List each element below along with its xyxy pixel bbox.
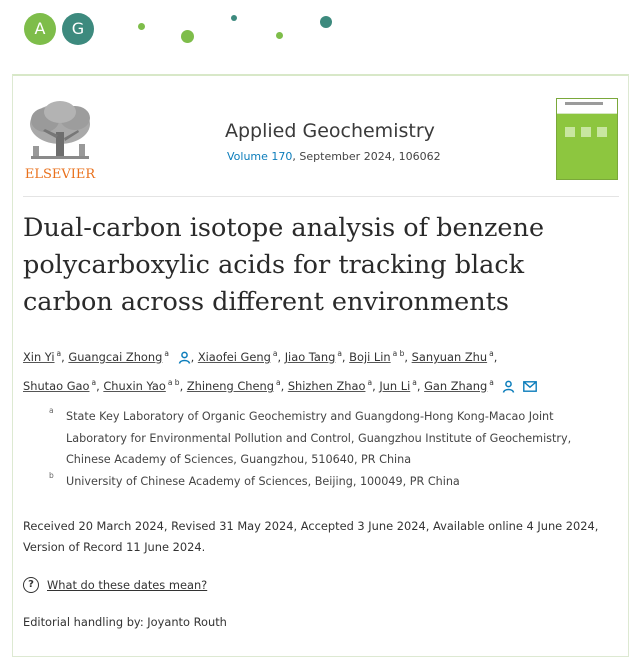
mail-icon[interactable]	[523, 381, 537, 392]
author-affiliation-sup[interactable]: a	[489, 349, 494, 358]
journal-cover-thumbnail[interactable]	[556, 98, 618, 180]
cover-title-band	[557, 99, 617, 114]
cover-art-icon	[557, 113, 617, 179]
editorial-handling: Editorial handling by: Joyanto Routh	[23, 615, 227, 629]
affiliation-a	[49, 406, 606, 471]
author-link[interactable]: Gan Zhang	[424, 378, 488, 393]
author-affiliation-sup[interactable]: a	[164, 349, 169, 358]
author-affiliation-sup[interactable]: a	[91, 377, 97, 387]
author-affiliation-sup[interactable]: a	[56, 349, 62, 358]
avatar-g[interactable]: G	[62, 13, 94, 45]
journal-title[interactable]: Applied Geochemistry	[225, 120, 435, 142]
elsevier-logo[interactable]	[23, 98, 97, 184]
person-icon[interactable]	[178, 351, 191, 364]
author-link[interactable]: Boji Lin	[349, 349, 391, 364]
author-affiliation-sup[interactable]: a	[412, 377, 417, 387]
affiliation-text: State Key Laboratory of Organic Geochemistry and Guangdong-Hong Kong-Macao Joint Laboratory for Environmental Pollution and Control, Guangzhou Institute of Geochemistry, Chinese Academy of Sciences, Guangzhou, 510640, PR China	[66, 410, 572, 466]
author-link[interactable]: Xin Yi	[23, 349, 55, 364]
article-title: Dual-carbon isotope analysis of benzene polycarboxylic acids for tracking black carbon across different environments	[23, 213, 545, 317]
decorative-dot	[138, 23, 145, 30]
author-link[interactable]: Zhineng Cheng	[186, 378, 274, 393]
author-affiliation-sup[interactable]: a b	[167, 377, 180, 387]
question-circle-icon: ?	[23, 577, 39, 593]
author-link[interactable]: Sanyuan Zhu	[411, 349, 488, 364]
author-link[interactable]: Shutao Gao	[23, 378, 90, 393]
dates-help-link[interactable]	[23, 577, 207, 593]
article-header-card	[12, 74, 629, 657]
decorative-dot	[276, 32, 283, 39]
elsevier-tree-icon	[23, 98, 97, 184]
affiliation-b	[49, 471, 606, 493]
author-affiliation-sup[interactable]: a b	[392, 349, 405, 358]
author-affiliation-sup[interactable]: a	[489, 377, 494, 387]
journal-issue-info	[227, 150, 441, 163]
author-link[interactable]: Jun Li	[379, 378, 411, 393]
author-link[interactable]: Chuxin Yao	[103, 378, 166, 393]
person-icon[interactable]	[502, 380, 515, 393]
decorative-dot	[320, 16, 332, 28]
dates-help-text[interactable]: What do these dates mean?	[47, 578, 208, 592]
avatar-a[interactable]: A	[24, 13, 56, 45]
author-affiliation-sup[interactable]: a	[272, 349, 278, 358]
author-link[interactable]: Xiaofei Geng	[197, 349, 271, 364]
author-list: Xin Yi $^a$, Guangcai Zhong $^a$ , Xiaofei Geng $^a$, Jiao Tang $^a$, Boji Lin $^{a b}$, Sanyuan Zhu $^a$, Shutao Gao $^a$, Chuxin Yao $^{a b}$, Zhineng Cheng $^a$, Shizhen Zhao $^a$, Jun Li $^a$, Gan Zhang $^a$	[23, 341, 623, 399]
decorative-dot	[181, 30, 194, 43]
decorative-dot	[231, 15, 237, 21]
author-affiliation-sup[interactable]: a	[337, 349, 342, 358]
author-affiliation-sup[interactable]: a	[275, 377, 281, 387]
header-divider	[23, 196, 619, 197]
author-link[interactable]: Shizhen Zhao	[287, 378, 366, 393]
affiliation-sup: a	[49, 406, 54, 415]
issue-details: , September 2024, 106062	[292, 150, 441, 163]
article-dates: Received 20 March 2024, Revised 31 May 2024, Accepted 3 June 2024, Available online 4 June 2024, Version of Record 11 June 2024.	[23, 519, 599, 554]
affiliation-text: University of Chinese Academy of Sciences, Beijing, 100049, PR China	[66, 475, 460, 488]
affiliation-sup: b	[49, 471, 54, 480]
author-link[interactable]: Guangcai Zhong	[68, 349, 163, 364]
volume-link[interactable]: Volume 170	[227, 150, 293, 163]
author-link[interactable]: Jiao Tang	[284, 349, 336, 364]
author-affiliation-sup[interactable]: a	[367, 377, 373, 387]
elsevier-wordmark: ELSEVIER	[24, 167, 96, 182]
